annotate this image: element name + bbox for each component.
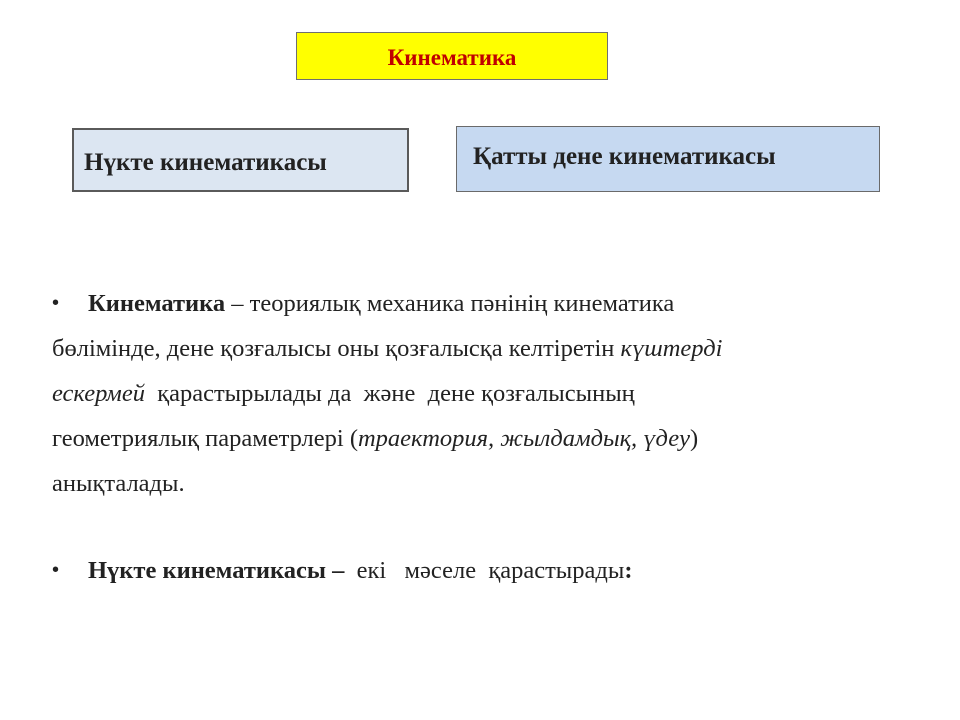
rigid-body-kinematics-box bbox=[456, 126, 880, 192]
point-kinematics-label: Нүкте кинематикасы bbox=[84, 149, 327, 176]
bullet1-line4-text-a: геометриялық параметрлері ( bbox=[52, 425, 358, 452]
bullet1-line5-text: анықталады. bbox=[52, 470, 185, 497]
bullet1-line1-text: – теориялық механика пәнінің кинематика bbox=[225, 290, 675, 317]
bullet-kinematics-definition bbox=[52, 281, 932, 506]
title-text: Кинематика bbox=[387, 45, 517, 70]
bullet-dot-icon: • bbox=[52, 292, 60, 314]
bullet-point-kinematics bbox=[52, 548, 932, 593]
bullet2-term: Нүкте кинематикасы – bbox=[88, 557, 351, 584]
bullet2-colon: : bbox=[624, 557, 633, 584]
bullet1-line2-italic: күштерді bbox=[620, 335, 723, 362]
bullet1-line3-text: қарастырылады да және дене қозғалысының bbox=[144, 380, 635, 407]
bullet1-line2-text: бөлімінде, дене қозғалысы оны қозғалысқа келтіретін bbox=[52, 335, 621, 362]
bullet1-line1 bbox=[52, 281, 932, 326]
bullet-dot-icon: • bbox=[52, 559, 60, 581]
bullet1-line3 bbox=[52, 371, 932, 416]
bullet2-line1 bbox=[52, 548, 932, 593]
bullet2-text: екі мәселе қарастырады bbox=[350, 557, 625, 584]
bullet1-line4-italic: траектория, жылдамдық, үдеу bbox=[357, 425, 691, 452]
title-box bbox=[296, 32, 608, 80]
bullet1-line3-italic: ескермей bbox=[52, 380, 145, 407]
bullet1-line4 bbox=[52, 416, 932, 461]
point-kinematics-box bbox=[72, 128, 409, 192]
bullet1-term: Кинематика bbox=[88, 290, 226, 317]
bullet1-line5 bbox=[52, 461, 932, 506]
bullet1-line2 bbox=[52, 326, 932, 371]
rigid-body-kinematics-label: Қатты дене кинематикасы bbox=[473, 143, 776, 170]
bullet1-line4-text-b: ) bbox=[690, 425, 699, 452]
